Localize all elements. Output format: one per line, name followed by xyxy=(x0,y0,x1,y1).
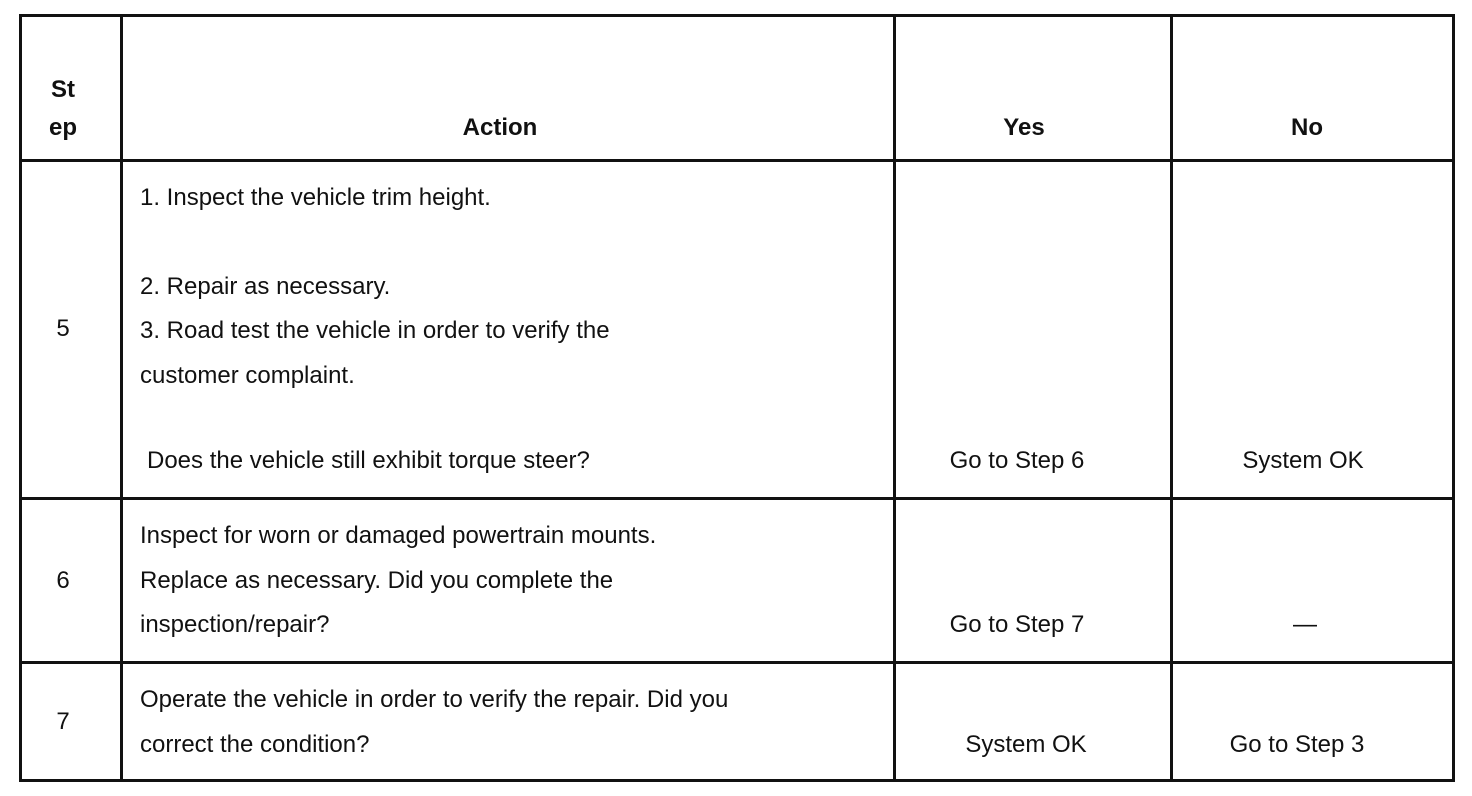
col-divider-yes-no xyxy=(1170,14,1173,782)
col-divider-action-yes xyxy=(893,14,896,782)
row6-action-line1: Inspect for worn or damaged powertrain mounts. xyxy=(140,522,657,549)
row5-no: System OK xyxy=(1242,447,1364,474)
row5-action-line2: 2. Repair as necessary. xyxy=(140,273,391,300)
header-divider xyxy=(19,159,1455,162)
header-yes: Yes xyxy=(1003,114,1045,141)
table-border-left xyxy=(19,14,22,782)
row6-step: 6 xyxy=(56,567,70,594)
row7-action-line1: Operate the vehicle in order to verify the repair. Did you xyxy=(140,686,729,713)
row7-action-line2: correct the condition? xyxy=(140,731,370,758)
row6-no: — xyxy=(1293,611,1317,638)
row-divider-5-6 xyxy=(19,497,1455,500)
row7-step: 7 xyxy=(56,708,70,735)
row-divider-6-7 xyxy=(19,661,1455,664)
row5-yes: Go to Step 6 xyxy=(949,447,1085,474)
row6-action-line3: inspection/repair? xyxy=(140,611,330,638)
header-no: No xyxy=(1291,114,1323,141)
row5-action-line4: customer complaint. xyxy=(140,362,355,389)
row5-action-line3: 3. Road test the vehicle in order to verify the xyxy=(140,317,610,344)
row6-yes: Go to Step 7 xyxy=(949,611,1085,638)
row5-action-question: Does the vehicle still exhibit torque steer? xyxy=(147,447,590,474)
header-action: Action xyxy=(462,114,538,141)
col-divider-step-action xyxy=(120,14,123,782)
row6-action-line2: Replace as necessary. Did you complete the xyxy=(140,567,614,594)
row7-yes: System OK xyxy=(965,731,1087,758)
diagnostic-table xyxy=(19,14,1455,782)
row5-step: 5 xyxy=(56,315,70,342)
row5-action-line1: 1. Inspect the vehicle trim height. xyxy=(140,184,491,211)
header-step-line2: ep xyxy=(48,114,78,141)
table-border-right xyxy=(1452,14,1455,782)
table-border-top xyxy=(19,14,1455,17)
table-border-bottom xyxy=(19,779,1455,782)
header-step-line1: St xyxy=(51,76,75,103)
row7-no: Go to Step 3 xyxy=(1229,731,1365,758)
